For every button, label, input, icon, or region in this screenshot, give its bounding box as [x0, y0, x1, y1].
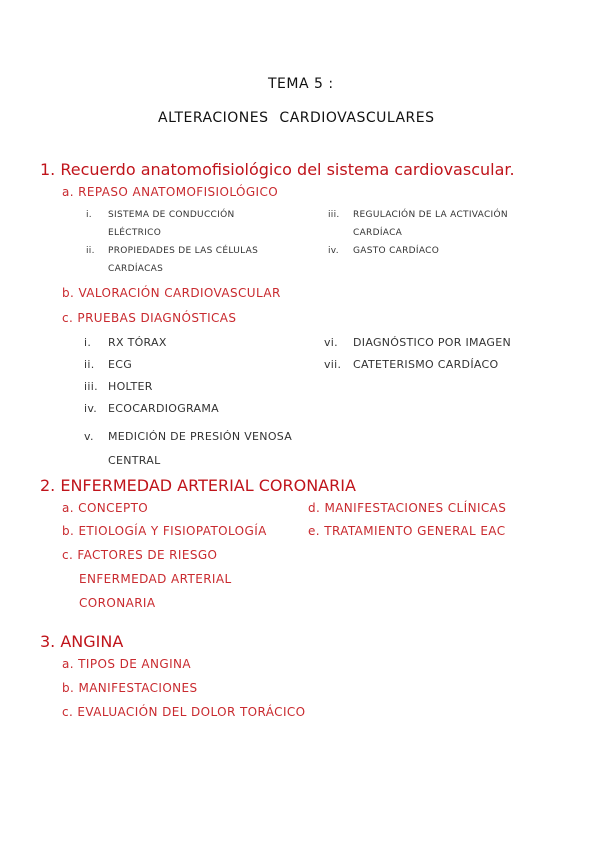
section-2-item-c-line2: ENFERMEDAD ARTERIAL	[79, 572, 232, 586]
s1a-iv-line1: GASTO CARDÍACO	[353, 246, 440, 256]
s1c-vii-label: CATETERISMO CARDÍACO	[353, 358, 499, 371]
s1a-ii-line1: PROPIEDADES DE LAS CÉLULAS	[108, 246, 259, 256]
section-1-heading: 1. Recuerdo anatomofisiológico del sistema cardiovascular.	[40, 160, 515, 179]
s1a-iv-number: iv.	[328, 246, 339, 256]
s1c-iii-label: HOLTER	[108, 380, 153, 393]
section-3-item-b: b. MANIFESTACIONES	[62, 681, 198, 695]
section-3-item-c: c. EVALUACIÓN DEL DOLOR TORÁCICO	[62, 705, 306, 719]
s1a-iii-number: iii.	[328, 210, 340, 220]
section-1-item-a: a. REPASO ANATOMOFISIOLÓGICO	[62, 185, 279, 199]
s1c-vi-number: vi.	[324, 336, 338, 349]
s1a-i-number: i.	[86, 210, 92, 220]
s1c-v-line2: CENTRAL	[108, 454, 161, 467]
section-2-item-c-line3: CORONARIA	[79, 596, 156, 610]
s1c-iv-label: ECOCARDIOGRAMA	[108, 402, 219, 415]
section-2-item-d: d. MANIFESTACIONES CLÍNICAS	[308, 501, 507, 515]
s1c-ii-label: ECG	[108, 358, 133, 371]
section-2-item-a: a. CONCEPTO	[62, 501, 149, 515]
s1a-iii-line2: CARDÍACA	[353, 228, 403, 238]
section-2-item-e: e. TRATAMIENTO GENERAL EAC	[308, 524, 506, 538]
section-2-heading: 2. ENFERMEDAD ARTERIAL CORONARIA	[40, 476, 356, 495]
s1a-ii-number: ii.	[86, 246, 95, 256]
s1c-i-number: i.	[84, 336, 92, 349]
s1a-i-line2: ELÉCTRICO	[108, 228, 162, 238]
s1a-iii-line1: REGULACIÓN DE LA ACTIVACIÓN	[353, 210, 508, 220]
s1c-vi-label: DIAGNÓSTICO POR IMAGEN	[353, 336, 512, 349]
section-3-item-a: a. TIPOS DE ANGINA	[62, 657, 192, 671]
s1a-ii-line2: CARDÍACAS	[108, 264, 164, 274]
s1a-i-line1: SISTEMA DE CONDUCCIÓN	[108, 210, 235, 220]
section-1-item-b: b. VALORACIÓN CARDIOVASCULAR	[62, 286, 281, 300]
section-2-item-b: b. ETIOLOGÍA Y FISIOPATOLOGÍA	[62, 524, 267, 538]
page-title: ALTERACIONES CARDIOVASCULARES	[158, 110, 435, 126]
tema-label: TEMA 5 :	[268, 76, 334, 92]
s1c-i-label: RX TÓRAX	[108, 336, 167, 349]
s1c-v-number: v.	[84, 430, 94, 443]
s1c-iii-number: iii.	[84, 380, 98, 393]
section-1-item-c: c. PRUEBAS DIAGNÓSTICAS	[62, 311, 237, 325]
section-2-item-c-line1: c. FACTORES DE RIESGO	[62, 548, 218, 562]
s1c-ii-number: ii.	[84, 358, 95, 371]
s1c-v-line1: MEDICIÓN DE PRESIÓN VENOSA	[108, 430, 293, 443]
section-3-heading: 3. ANGINA	[40, 632, 124, 651]
s1c-iv-number: iv.	[84, 402, 98, 415]
s1c-vii-number: vii.	[324, 358, 342, 371]
